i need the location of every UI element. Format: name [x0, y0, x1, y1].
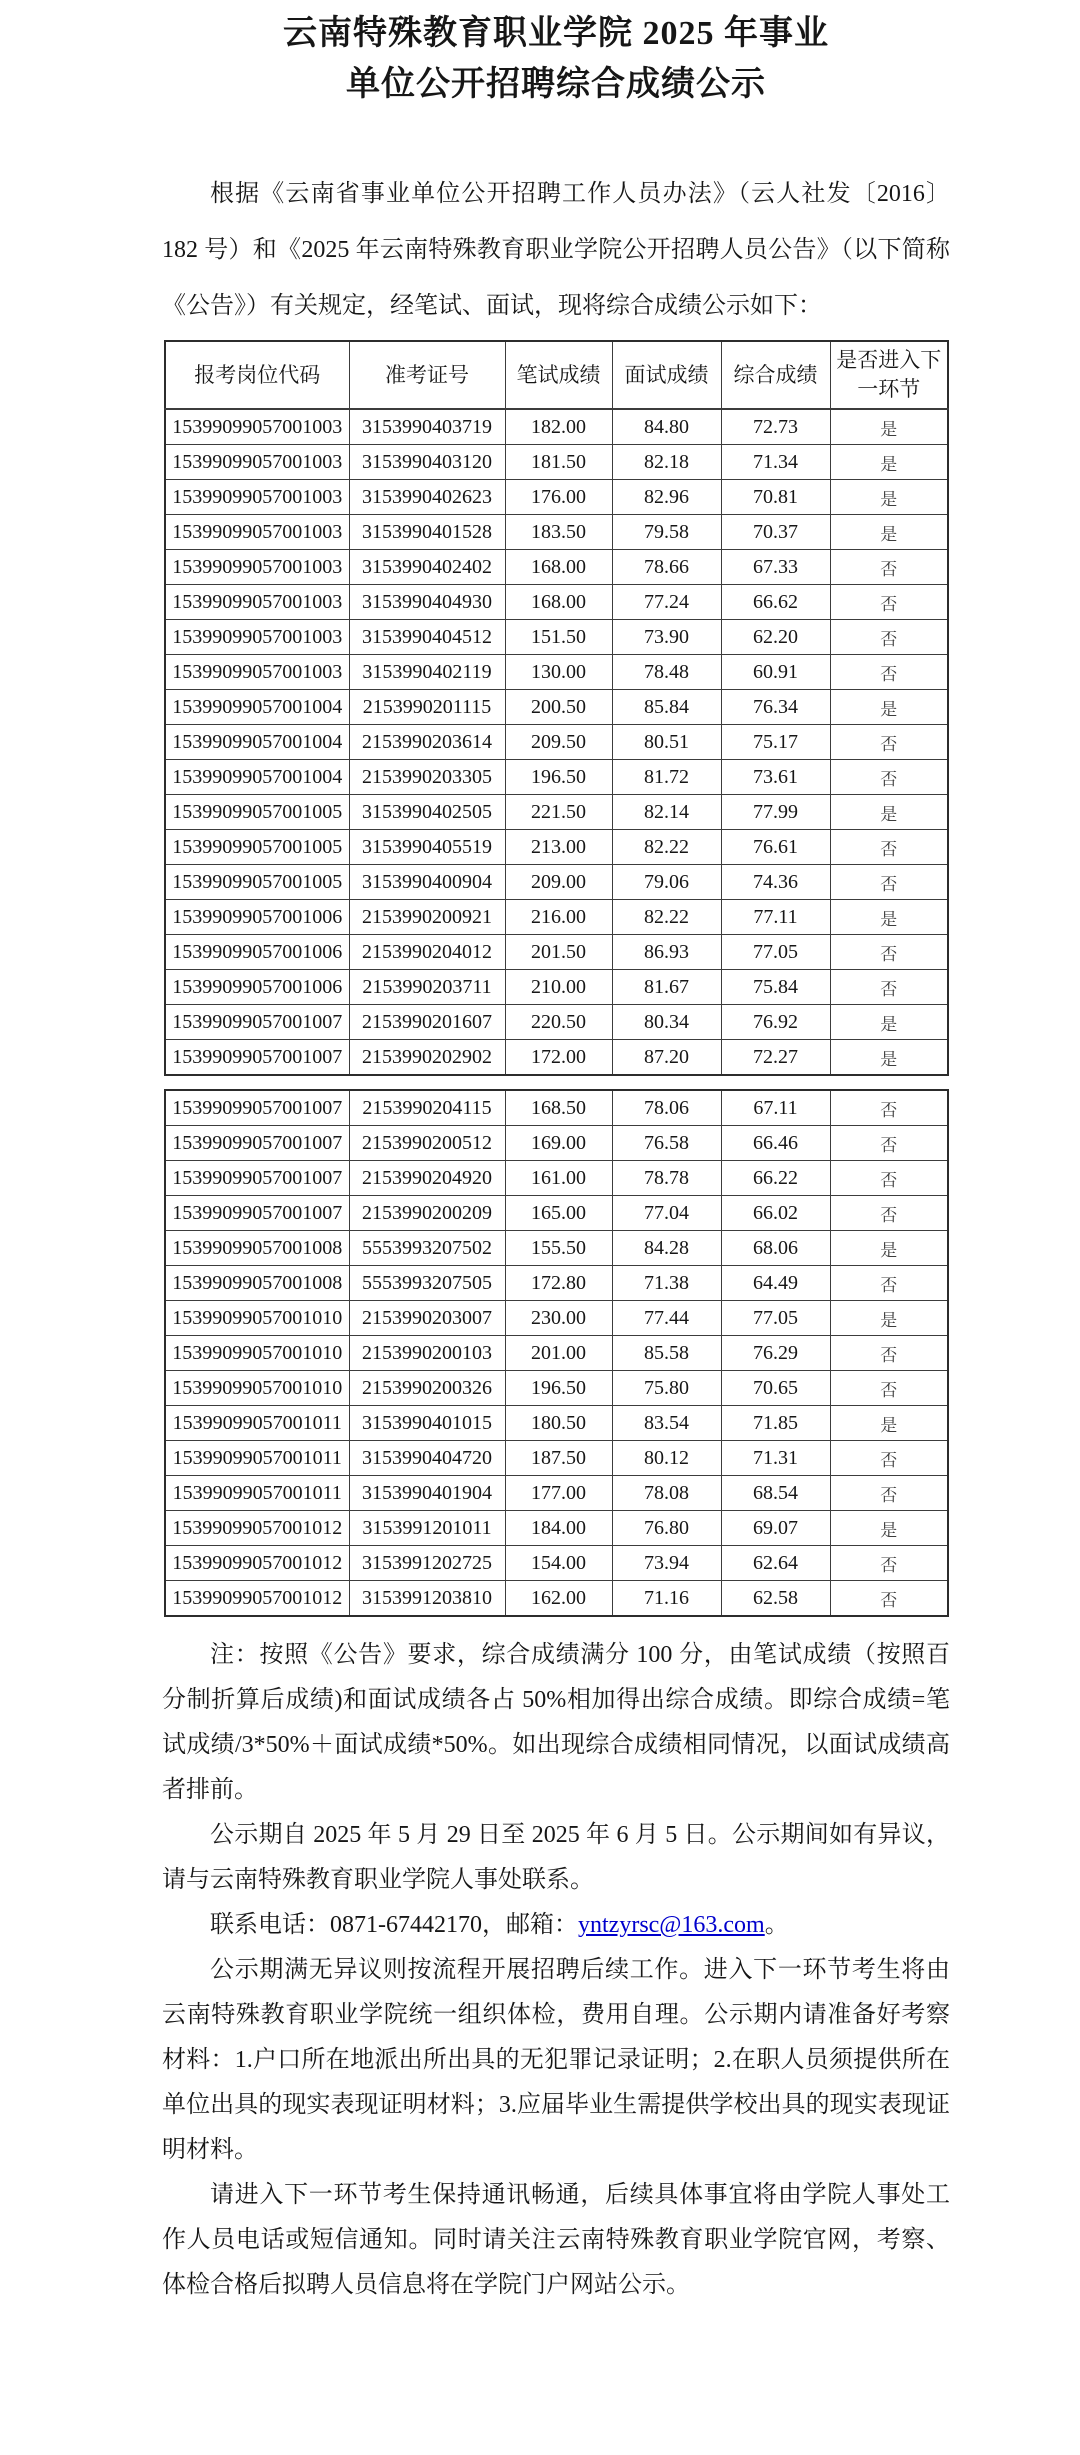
- cell-written: 177.00: [505, 1476, 612, 1511]
- table-row: [165, 620, 948, 655]
- intro-paragraph: 根据《云南省事业单位公开招聘工作人员办法》（云人社发〔2016〕182 号）和《2025 年云南特殊教育职业学院公开招聘人员公告》（以下简称《公告》）有关规定，经笔试、面试，现将综合成绩公示如下：: [162, 181, 950, 319]
- table-row: [165, 1196, 948, 1231]
- notes-section: [162, 1633, 950, 2308]
- note-contact-line: [162, 1903, 950, 1948]
- cell-written: 221.50: [505, 795, 612, 830]
- page-title: [162, 8, 950, 110]
- cell-next: 否: [830, 1441, 948, 1476]
- note-publicity-period: 公示期自 2025 年 5 月 29 日至 2025 年 6 月 5 日。公示期间如有异议，请与云南特殊教育职业学院人事处联系。: [162, 1822, 950, 1893]
- cell-next: 是: [830, 480, 948, 515]
- cell-code: 15399099057001003: [165, 445, 349, 480]
- cell-next: 是: [830, 900, 948, 935]
- cell-interview: 78.78: [612, 1161, 721, 1196]
- header-interview-score: 面试成绩: [612, 341, 721, 409]
- cell-interview: 85.84: [612, 690, 721, 725]
- cell-next: 是: [830, 515, 948, 550]
- contact-line-suffix: 。: [764, 1912, 789, 1938]
- cell-ticket: 5553993207505: [349, 1266, 505, 1301]
- page-title-line2: 单位公开招聘综合成绩公示: [346, 66, 766, 103]
- cell-interview: 76.80: [612, 1511, 721, 1546]
- cell-next: 否: [830, 830, 948, 865]
- cell-composite: 77.05: [721, 935, 830, 970]
- table-row: [165, 480, 948, 515]
- cell-interview: 84.28: [612, 1231, 721, 1266]
- cell-written: 209.50: [505, 725, 612, 760]
- cell-composite: 73.61: [721, 760, 830, 795]
- cell-interview: 80.51: [612, 725, 721, 760]
- cell-next: 否: [830, 725, 948, 760]
- cell-code: 15399099057001010: [165, 1301, 349, 1336]
- cell-ticket: 3153990404512: [349, 620, 505, 655]
- table-row: [165, 1336, 948, 1371]
- cell-composite: 75.84: [721, 970, 830, 1005]
- cell-written: 216.00: [505, 900, 612, 935]
- note-followup-materials: 公示期满无异议则按流程开展招聘后续工作。进入下一环节考生将由云南特殊教育职业学院统一组织体检，费用自理。公示期内请准备好考察材料：1.户口所在地派出所出具的无犯罪记录证明；2.在职人员须提供所在单位出具的现实表现证明材料；3.应届毕业生需提供学校出具的现实表现证明材料。: [162, 1957, 950, 2163]
- table-row: [165, 1126, 948, 1161]
- contact-phone-text: 联系电话：0871-67442170，邮箱：: [210, 1912, 578, 1938]
- cell-composite: 72.27: [721, 1040, 830, 1076]
- cell-interview: 73.94: [612, 1546, 721, 1581]
- cell-composite: 60.91: [721, 655, 830, 690]
- cell-interview: 80.12: [612, 1441, 721, 1476]
- cell-code: 15399099057001008: [165, 1266, 349, 1301]
- cell-written: 209.00: [505, 865, 612, 900]
- cell-interview: 78.66: [612, 550, 721, 585]
- cell-composite: 68.06: [721, 1231, 830, 1266]
- cell-composite: 64.49: [721, 1266, 830, 1301]
- cell-next: 否: [830, 1196, 948, 1231]
- cell-code: 15399099057001012: [165, 1581, 349, 1617]
- contact-email-link[interactable]: yntzyrsc@163.com: [578, 1912, 765, 1938]
- cell-composite: 74.36: [721, 865, 830, 900]
- cell-ticket: 3153990401904: [349, 1476, 505, 1511]
- cell-written: 168.50: [505, 1090, 612, 1126]
- table-row: [165, 409, 948, 445]
- cell-written: 183.50: [505, 515, 612, 550]
- cell-composite: 77.05: [721, 1301, 830, 1336]
- cell-ticket: 2153990203305: [349, 760, 505, 795]
- cell-composite: 75.17: [721, 725, 830, 760]
- cell-ticket: 2153990202902: [349, 1040, 505, 1076]
- cell-written: 168.00: [505, 585, 612, 620]
- cell-code: 15399099057001004: [165, 725, 349, 760]
- cell-written: 230.00: [505, 1301, 612, 1336]
- cell-written: 213.00: [505, 830, 612, 865]
- table-row: [165, 1161, 948, 1196]
- table-row: [165, 1546, 948, 1581]
- cell-written: 180.50: [505, 1406, 612, 1441]
- cell-interview: 77.24: [612, 585, 721, 620]
- cell-code: 15399099057001011: [165, 1441, 349, 1476]
- cell-code: 15399099057001011: [165, 1476, 349, 1511]
- header-ticket-number: 准考证号: [349, 341, 505, 409]
- cell-composite: 66.46: [721, 1126, 830, 1161]
- header-written-score: 笔试成绩: [505, 341, 612, 409]
- cell-composite: 72.73: [721, 409, 830, 445]
- cell-written: 182.00: [505, 409, 612, 445]
- cell-written: 165.00: [505, 1196, 612, 1231]
- cell-ticket: 3153991201011: [349, 1511, 505, 1546]
- cell-next: 否: [830, 760, 948, 795]
- cell-code: 15399099057001005: [165, 865, 349, 900]
- cell-interview: 71.38: [612, 1266, 721, 1301]
- cell-interview: 81.67: [612, 970, 721, 1005]
- cell-interview: 83.54: [612, 1406, 721, 1441]
- table-row: [165, 725, 948, 760]
- cell-written: 155.50: [505, 1231, 612, 1266]
- cell-composite: 66.22: [721, 1161, 830, 1196]
- cell-next: 否: [830, 1161, 948, 1196]
- cell-composite: 66.62: [721, 585, 830, 620]
- cell-interview: 78.08: [612, 1476, 721, 1511]
- cell-next: 是: [830, 1406, 948, 1441]
- cell-interview: 78.48: [612, 655, 721, 690]
- cell-interview: 79.06: [612, 865, 721, 900]
- cell-ticket: 3153990404930: [349, 585, 505, 620]
- cell-ticket: 2153990204012: [349, 935, 505, 970]
- cell-ticket: 3153991202725: [349, 1546, 505, 1581]
- cell-written: 220.50: [505, 1005, 612, 1040]
- cell-code: 15399099057001008: [165, 1231, 349, 1266]
- cell-code: 15399099057001005: [165, 830, 349, 865]
- cell-interview: 86.93: [612, 935, 721, 970]
- cell-code: 15399099057001010: [165, 1336, 349, 1371]
- score-table-body-2: [165, 1090, 948, 1616]
- table-row: [165, 1581, 948, 1617]
- cell-interview: 78.06: [612, 1090, 721, 1126]
- cell-ticket: 3153990405519: [349, 830, 505, 865]
- cell-ticket: 2153990204920: [349, 1161, 505, 1196]
- cell-code: 15399099057001003: [165, 620, 349, 655]
- cell-composite: 71.31: [721, 1441, 830, 1476]
- cell-next: 否: [830, 1090, 948, 1126]
- table-row: [165, 1005, 948, 1040]
- table-row: [165, 1301, 948, 1336]
- cell-ticket: 2153990204115: [349, 1090, 505, 1126]
- header-advance-next-stage: 是否进入下一环节: [830, 341, 948, 409]
- cell-ticket: 3153991203810: [349, 1581, 505, 1617]
- score-table-header: [165, 341, 948, 409]
- cell-interview: 75.80: [612, 1371, 721, 1406]
- cell-composite: 70.37: [721, 515, 830, 550]
- cell-composite: 77.99: [721, 795, 830, 830]
- cell-composite: 62.58: [721, 1581, 830, 1617]
- cell-composite: 69.07: [721, 1511, 830, 1546]
- table-row: [165, 1040, 948, 1076]
- cell-interview: 80.34: [612, 1005, 721, 1040]
- cell-ticket: 3153990402505: [349, 795, 505, 830]
- header-row: [165, 341, 948, 409]
- score-table-block2: [164, 1089, 949, 1617]
- cell-written: 151.50: [505, 620, 612, 655]
- cell-next: 是: [830, 1005, 948, 1040]
- cell-interview: 82.96: [612, 480, 721, 515]
- cell-next: 否: [830, 1581, 948, 1617]
- cell-written: 168.00: [505, 550, 612, 585]
- cell-next: 否: [830, 935, 948, 970]
- cell-ticket: 2153990200326: [349, 1371, 505, 1406]
- table-row: [165, 550, 948, 585]
- cell-interview: 82.14: [612, 795, 721, 830]
- cell-ticket: 3153990402623: [349, 480, 505, 515]
- cell-composite: 70.81: [721, 480, 830, 515]
- cell-interview: 71.16: [612, 1581, 721, 1617]
- header-composite-score: 综合成绩: [721, 341, 830, 409]
- table-row: [165, 1476, 948, 1511]
- cell-next: 否: [830, 550, 948, 585]
- cell-ticket: 2153990201115: [349, 690, 505, 725]
- table-row: [165, 445, 948, 480]
- cell-composite: 66.02: [721, 1196, 830, 1231]
- cell-composite: 76.34: [721, 690, 830, 725]
- cell-ticket: 2153990203614: [349, 725, 505, 760]
- cell-next: 否: [830, 1266, 948, 1301]
- cell-interview: 82.22: [612, 900, 721, 935]
- cell-written: 200.50: [505, 690, 612, 725]
- cell-interview: 87.20: [612, 1040, 721, 1076]
- cell-interview: 77.44: [612, 1301, 721, 1336]
- cell-ticket: 2153990201607: [349, 1005, 505, 1040]
- cell-ticket: 3153990401528: [349, 515, 505, 550]
- cell-written: 169.00: [505, 1126, 612, 1161]
- table-row: [165, 1511, 948, 1546]
- cell-interview: 79.58: [612, 515, 721, 550]
- cell-interview: 73.90: [612, 620, 721, 655]
- cell-ticket: 3153990404720: [349, 1441, 505, 1476]
- cell-next: 否: [830, 1126, 948, 1161]
- cell-ticket: 3153990402119: [349, 655, 505, 690]
- cell-code: 15399099057001004: [165, 760, 349, 795]
- cell-next: 否: [830, 970, 948, 1005]
- score-table-block1: [164, 340, 949, 1076]
- cell-ticket: 2153990203711: [349, 970, 505, 1005]
- cell-next: 是: [830, 795, 948, 830]
- cell-interview: 82.18: [612, 445, 721, 480]
- cell-next: 是: [830, 1301, 948, 1336]
- cell-code: 15399099057001007: [165, 1090, 349, 1126]
- cell-next: 否: [830, 1476, 948, 1511]
- table-row: [165, 690, 948, 725]
- cell-next: 是: [830, 1040, 948, 1076]
- cell-next: 否: [830, 620, 948, 655]
- cell-code: 15399099057001007: [165, 1005, 349, 1040]
- cell-ticket: 2153990203007: [349, 1301, 505, 1336]
- cell-code: 15399099057001010: [165, 1371, 349, 1406]
- cell-written: 181.50: [505, 445, 612, 480]
- cell-composite: 70.65: [721, 1371, 830, 1406]
- cell-code: 15399099057001004: [165, 690, 349, 725]
- cell-next: 是: [830, 1511, 948, 1546]
- cell-written: 210.00: [505, 970, 612, 1005]
- cell-ticket: 3153990400904: [349, 865, 505, 900]
- cell-written: 184.00: [505, 1511, 612, 1546]
- cell-interview: 76.58: [612, 1126, 721, 1161]
- cell-written: 201.00: [505, 1336, 612, 1371]
- note-keep-contactable: 请进入下一环节考生保持通讯畅通，后续具体事宜将由学院人事处工作人员电话或短信通知。同时请关注云南特殊教育职业学院官网，考察、体检合格后拟聘人员信息将在学院门户网站公示。: [162, 2182, 950, 2298]
- cell-composite: 62.20: [721, 620, 830, 655]
- cell-interview: 82.22: [612, 830, 721, 865]
- cell-interview: 84.80: [612, 409, 721, 445]
- table-row: [165, 1441, 948, 1476]
- table-row: [165, 795, 948, 830]
- cell-code: 15399099057001007: [165, 1040, 349, 1076]
- table-row: [165, 515, 948, 550]
- table-row: [165, 935, 948, 970]
- cell-composite: 76.92: [721, 1005, 830, 1040]
- cell-next: 是: [830, 1231, 948, 1266]
- cell-composite: 71.85: [721, 1406, 830, 1441]
- cell-written: 130.00: [505, 655, 612, 690]
- table-row: [165, 830, 948, 865]
- cell-ticket: 2153990200512: [349, 1126, 505, 1161]
- cell-interview: 77.04: [612, 1196, 721, 1231]
- cell-composite: 68.54: [721, 1476, 830, 1511]
- cell-next: 否: [830, 865, 948, 900]
- cell-interview: 85.58: [612, 1336, 721, 1371]
- cell-written: 161.00: [505, 1161, 612, 1196]
- table-row: [165, 1266, 948, 1301]
- cell-code: 15399099057001005: [165, 795, 349, 830]
- cell-composite: 71.34: [721, 445, 830, 480]
- cell-composite: 76.29: [721, 1336, 830, 1371]
- table-row: [165, 1231, 948, 1266]
- cell-composite: 76.61: [721, 830, 830, 865]
- table-row: [165, 970, 948, 1005]
- table-row: [165, 1406, 948, 1441]
- cell-code: 15399099057001006: [165, 900, 349, 935]
- cell-ticket: 2153990200209: [349, 1196, 505, 1231]
- score-table-body-1: [165, 409, 948, 1075]
- cell-next: 否: [830, 1546, 948, 1581]
- cell-code: 15399099057001011: [165, 1406, 349, 1441]
- header-job-code: 报考岗位代码: [165, 341, 349, 409]
- cell-code: 15399099057001007: [165, 1196, 349, 1231]
- page-title-line1: 云南特殊教育职业学院 2025 年事业: [283, 15, 829, 52]
- cell-code: 15399099057001003: [165, 655, 349, 690]
- cell-code: 15399099057001012: [165, 1546, 349, 1581]
- cell-next: 是: [830, 445, 948, 480]
- cell-composite: 77.11: [721, 900, 830, 935]
- cell-written: 187.50: [505, 1441, 612, 1476]
- cell-composite: 67.11: [721, 1090, 830, 1126]
- cell-ticket: 3153990403120: [349, 445, 505, 480]
- cell-code: 15399099057001003: [165, 550, 349, 585]
- cell-written: 196.50: [505, 1371, 612, 1406]
- cell-code: 15399099057001012: [165, 1511, 349, 1546]
- cell-code: 15399099057001007: [165, 1126, 349, 1161]
- cell-composite: 67.33: [721, 550, 830, 585]
- note-scoring-rule: 注：按照《公告》要求，综合成绩满分 100 分，由笔试成绩（按照百分制折算后成绩)和面试成绩各占 50%相加得出综合成绩。即综合成绩=笔试成绩/3*50%＋面试成绩*50%。如出现综合成绩相同情况，以面试成绩高者排前。: [162, 1642, 950, 1803]
- cell-ticket: 3153990401015: [349, 1406, 505, 1441]
- table-row: [165, 655, 948, 690]
- cell-written: 172.80: [505, 1266, 612, 1301]
- table-row: [165, 900, 948, 935]
- cell-code: 15399099057001003: [165, 515, 349, 550]
- cell-written: 162.00: [505, 1581, 612, 1617]
- cell-next: 是: [830, 690, 948, 725]
- cell-ticket: 2153990200103: [349, 1336, 505, 1371]
- cell-ticket: 5553993207502: [349, 1231, 505, 1266]
- cell-written: 201.50: [505, 935, 612, 970]
- cell-written: 176.00: [505, 480, 612, 515]
- cell-written: 154.00: [505, 1546, 612, 1581]
- table-row: [165, 760, 948, 795]
- cell-ticket: 3153990403719: [349, 409, 505, 445]
- cell-next: 否: [830, 585, 948, 620]
- cell-code: 15399099057001006: [165, 970, 349, 1005]
- table-row: [165, 1371, 948, 1406]
- cell-code: 15399099057001003: [165, 480, 349, 515]
- table-row: [165, 585, 948, 620]
- cell-ticket: 2153990200921: [349, 900, 505, 935]
- cell-next: 是: [830, 409, 948, 445]
- cell-written: 196.50: [505, 760, 612, 795]
- cell-code: 15399099057001006: [165, 935, 349, 970]
- cell-next: 否: [830, 1371, 948, 1406]
- cell-code: 15399099057001003: [165, 409, 349, 445]
- cell-composite: 62.64: [721, 1546, 830, 1581]
- table-row: [165, 1090, 948, 1126]
- cell-next: 否: [830, 655, 948, 690]
- cell-code: 15399099057001007: [165, 1161, 349, 1196]
- cell-code: 15399099057001003: [165, 585, 349, 620]
- cell-next: 否: [830, 1336, 948, 1371]
- cell-written: 172.00: [505, 1040, 612, 1076]
- cell-ticket: 3153990402402: [349, 550, 505, 585]
- table-row: [165, 865, 948, 900]
- cell-interview: 81.72: [612, 760, 721, 795]
